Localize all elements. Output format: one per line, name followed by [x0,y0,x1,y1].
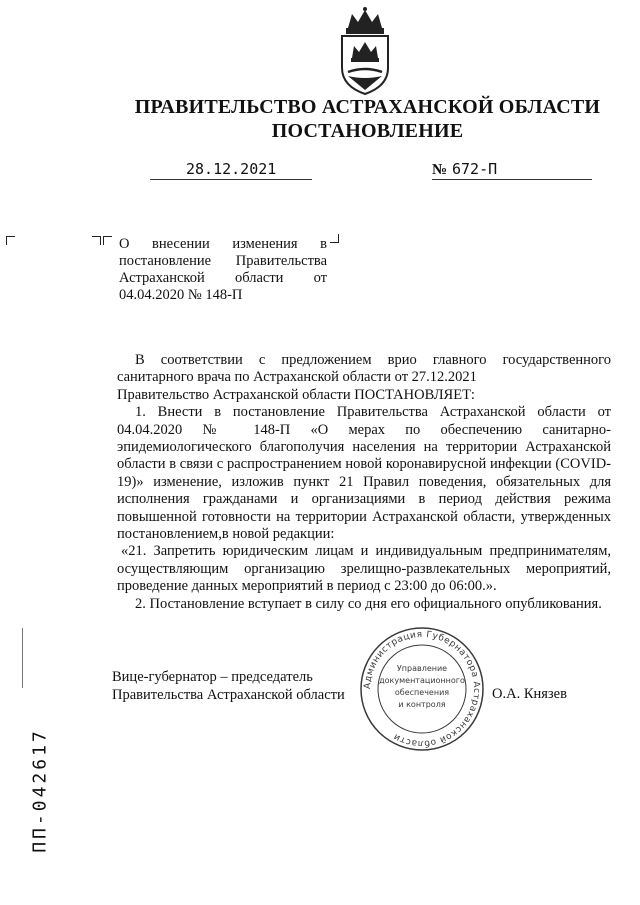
signatory-position [112,668,345,704]
stamp-outer-text: Администрация Губернатора Астраханской области [362,629,482,749]
document-date: 28.12.2021 [186,160,277,178]
body-paragraph-5: 2. Постановление вступает в силу со дня его официального опубликования. [135,595,602,612]
position-line-1: Вице-губернатор – председатель [112,669,313,685]
margin-line [22,628,23,688]
document-type-title: ПОСТАНОВЛЕНИЕ [271,120,464,142]
official-stamp [358,625,486,753]
number-label: № [432,162,448,178]
number-underline [432,179,592,180]
subject-corner-right [330,234,339,243]
document-number: 672-П [452,160,498,178]
stamp-inner-line-3: обеспечения [394,688,450,697]
organization-title: ПРАВИТЕЛЬСТВО АСТРАХАНСКОЙ ОБЛАСТИ [134,96,601,118]
subject-corner-left-inner [103,236,112,245]
date-underline [150,179,312,180]
body-paragraph-2: Правительство Астраханской области ПОСТАНОВЛЯЕТ: [117,386,475,403]
body-paragraph-3: 1. Внести в постановление Правительства Астраханской области от 04.04.2020 № 148-П «О мерах по обеспечению санитарно-эпидемиологического благополучия населения на территории Астраханской области в связи с распространением новой коронавирусной инфекции (COVID-19)» изменение, изложив пункт 21 Правил поведения, обязательных для исполнения гражданами и организациями в период действия режима повышенной готовности на территории Астраханской области, утвержденных постановлением,в новой редакции: [117,404,611,543]
document-subject: О внесении изменения в постановление Правительства Астраханской области от 04.04.2020 № 148-П [119,236,327,303]
stamp-inner-line-4: и контроля [398,700,446,709]
stamp-inner-line-1: Управление [396,664,448,673]
side-serial-number: ПП-042617 [29,728,51,853]
subject-corner-left [92,236,101,245]
stamp-inner-line-2: документационного [379,676,465,685]
subject-corner-left-outer [6,236,15,245]
body-paragraph-4: «21. Запретить юридическим лицам и индивидуальным предпринимателям, осуществляющим организацию зрелищно-развлекательных мероприятий, проведение данных мероприятий в период с 23:00 до 06:00.». [117,543,611,595]
signatory-name: О.А. Князев [492,686,567,702]
position-line-2: Правительства Астраханской области [112,687,345,703]
document-body [117,352,611,613]
body-paragraph-1: В соответствии с предложением врио главного государственного санитарного врача по Астраханской области от 27.12.2021 [117,352,611,386]
coat-of-arms-emblem [334,6,396,98]
